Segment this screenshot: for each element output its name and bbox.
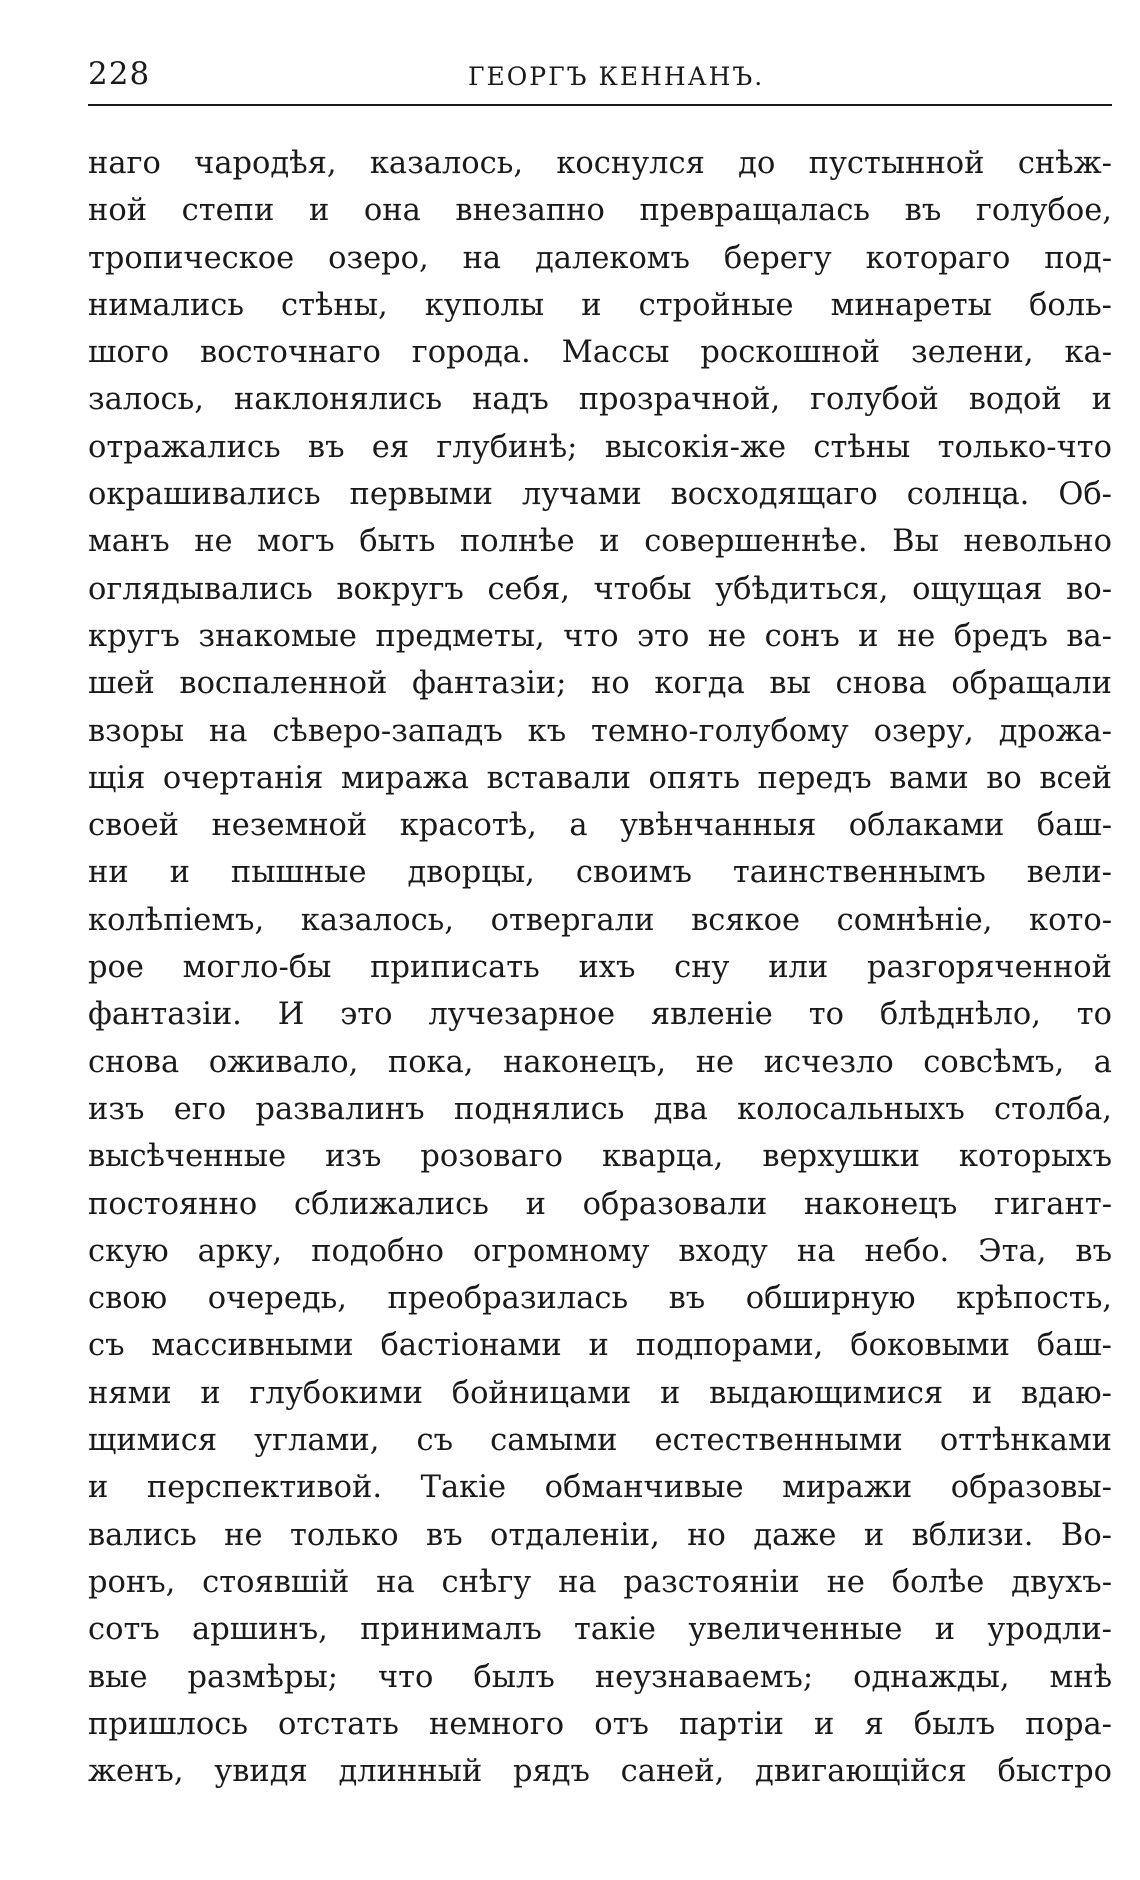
text-line: высѣченные изъ розоваго кварца, верхушки которыхъ xyxy=(88,1139,1112,1175)
text-line: ной степи и она внезапно превращалась въ голубое, xyxy=(88,193,1112,229)
text-line: сотъ аршинъ, принималъ такіе увеличенные и уродли- xyxy=(88,1612,1112,1648)
text-line: женъ, увидя длинный рядъ саней, двигающійся быстро xyxy=(88,1754,1112,1790)
text-line: свою очередь, преобразилась въ обширную крѣпость, xyxy=(88,1281,1112,1317)
text-line: колѣпіемъ, казалось, отвергали всякое сомнѣніе, кото- xyxy=(88,902,1112,938)
text-line: съ массивными бастіонами и подпорами, боковыми баш- xyxy=(88,1328,1112,1364)
text-line: залось, наклонялись надъ прозрачной, голубой водой и xyxy=(88,382,1112,418)
text-line: шого восточнаго города. Массы роскошной зелени, ка- xyxy=(88,335,1112,371)
text-line: пришлось отстать немного отъ партіи и я былъ пора- xyxy=(88,1706,1112,1742)
text-line: отражались въ ея глубинѣ; высокія-же стѣны только-что xyxy=(88,429,1112,465)
running-title: ГЕОРГЪ КЕННАНЪ. xyxy=(468,62,765,91)
body-text xyxy=(88,140,1112,1795)
text-line: тропическое озеро, на далекомъ берегу котораго под- xyxy=(88,240,1112,276)
text-line: взоры на сѣверо-западъ къ темно-голубому озеру, дрожа- xyxy=(88,713,1112,749)
text-line: ронъ, стоявшій на снѣгу на разстояніи не болѣе двухъ- xyxy=(88,1564,1112,1600)
text-line: вые размѣры; что былъ неузнаваемъ; однажды, мнѣ xyxy=(88,1659,1112,1695)
text-line: ни и пышные дворцы, своимъ таинственнымъ вели- xyxy=(88,855,1112,891)
text-line: рое могло-бы приписать ихъ сну или разгоряченной xyxy=(88,950,1112,986)
text-line: щимися углами, съ самыми естественными оттѣнками xyxy=(88,1423,1112,1459)
page-header xyxy=(88,52,1112,96)
header-rule xyxy=(88,104,1112,106)
text-line: манъ не могъ быть полнѣе и совершеннѣе. Вы невольно xyxy=(88,524,1112,560)
text-line: своей неземной красотѣ, а увѣнчанныя облаками баш- xyxy=(88,808,1112,844)
text-line: оглядывались вокругъ себя, чтобы убѣдиться, ощущая во- xyxy=(88,571,1112,607)
text-line: кругъ знакомые предметы, что это не сонъ и не бредъ ва- xyxy=(88,618,1112,654)
text-line: постоянно сближались и образовали наконецъ гигант- xyxy=(88,1186,1112,1222)
text-line: и перспективой. Такіе обманчивые миражи образовы- xyxy=(88,1470,1112,1506)
text-line: наго чародѣя, казалось, коснулся до пустынной снѣж- xyxy=(88,146,1112,181)
page-number: 228 xyxy=(88,56,151,92)
text-line: скую арку, подобно огромному входу на небо. Эта, въ xyxy=(88,1233,1112,1269)
text-line: щія очертанія миража вставали опять передъ вами во всей xyxy=(88,760,1112,796)
text-line: снова оживало, пока, наконецъ, не исчезло совсѣмъ, а xyxy=(88,1044,1112,1080)
text-line: вались не только въ отдаленіи, но даже и вблизи. Во- xyxy=(88,1517,1112,1553)
text-line: шей воспаленной фантазіи; но когда вы снова обращали xyxy=(88,666,1112,702)
book-page xyxy=(88,52,1112,1790)
text-line: фантазіи. И это лучезарное явленіе то блѣднѣло, то xyxy=(88,997,1112,1033)
text-line: нями и глубокими бойницами и выдающимися и вдаю- xyxy=(88,1375,1112,1411)
text-line: нимались стѣны, куполы и стройные минареты боль- xyxy=(88,287,1112,323)
text-line: изъ его развалинъ поднялись два колосальныхъ столба, xyxy=(88,1091,1112,1127)
text-line: окрашивались первыми лучами восходящаго солнца. Об- xyxy=(88,477,1112,513)
